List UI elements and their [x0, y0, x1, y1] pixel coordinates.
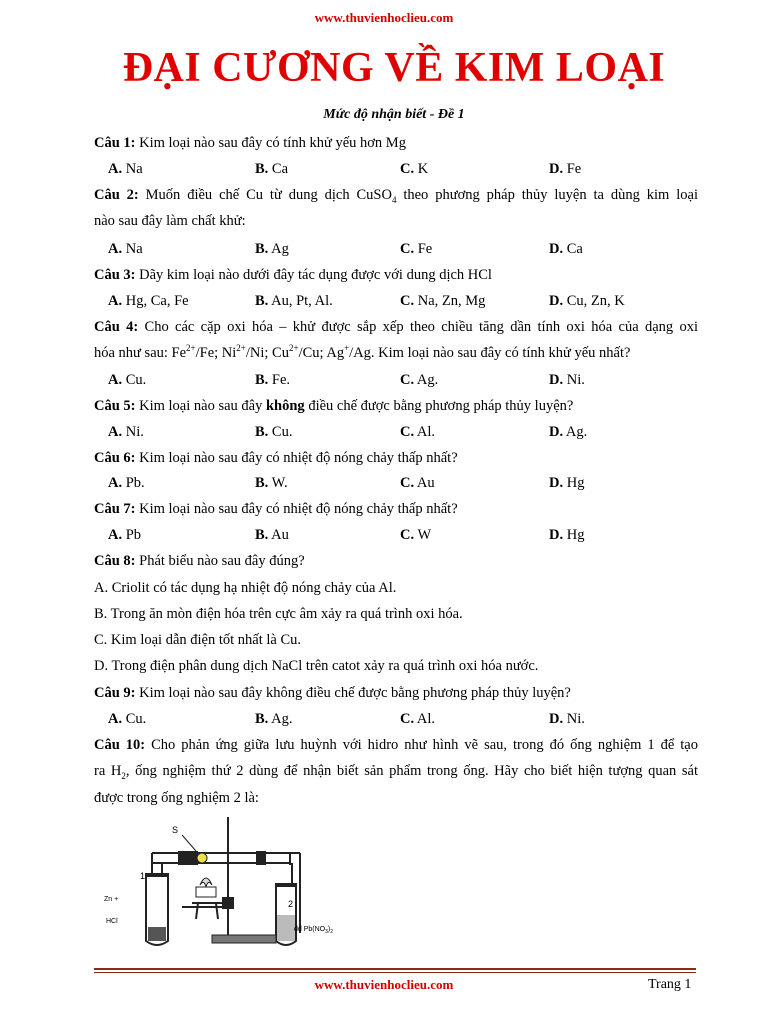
- label-zn: Zn +: [104, 896, 119, 903]
- test-tube-1: [145, 875, 169, 945]
- option-d: D. Ca: [549, 241, 583, 257]
- option-d: D. Ni.: [549, 711, 585, 727]
- question-3-options: [108, 292, 708, 310]
- clamp-icon: [222, 897, 234, 909]
- question-2-options: [108, 240, 708, 258]
- burner-icon: [196, 887, 216, 897]
- sulfur-icon: [197, 853, 207, 863]
- question-label: Câu 1:: [94, 135, 136, 151]
- option-d: D. Cu, Zn, K: [549, 293, 625, 309]
- option-a: A. Hg, Ca, Fe: [108, 293, 189, 309]
- label-tube-2: 2: [288, 899, 294, 909]
- option-a: A. Na: [108, 241, 143, 257]
- stopper-right: [256, 851, 266, 865]
- option-c: C. Al.: [400, 424, 436, 440]
- footer-rule: [94, 968, 696, 970]
- question-10-line-2: ra $H_2$, ống nghiệm thứ 2 dùng để nhận biết sản phẩm trong ống. Hãy cho biết hiện tượng quan sát: [94, 763, 698, 781]
- statement-b: B. Trong ăn mòn điện hóa trên cực âm xảy ra quá trình oxi hóa.: [94, 606, 463, 622]
- statement-c: C. Kim loại dẫn điện tốt nhất là Cu.: [94, 632, 302, 648]
- stand-base: [212, 935, 276, 943]
- statement-a: A. Criolit có tác dụng hạ nhiệt độ nóng chảy của Al.: [94, 580, 397, 596]
- label-dd: dd $Pb(NO_3)_2$: [294, 926, 334, 935]
- question-text: Kim loại nào sau đây có tính khử yếu hơn Mg: [135, 135, 406, 151]
- question-2: Câu 2: Muốn điều chế Cu từ dung dịch CuSO$_4$ theo phương pháp thủy luyện ta dùng kim loại: [94, 187, 698, 205]
- option-d: D. Hg: [549, 475, 585, 491]
- question-5-options: [108, 423, 708, 441]
- question-1: [94, 134, 698, 152]
- statement-d: D. Trong điện phân dung dịch NaCl trên catot xảy ra quá trình oxi hóa nước.: [94, 658, 539, 674]
- stopper-left: [178, 851, 198, 865]
- question-4: Câu 4: Cho các cặp oxi hóa – khử được sắp xếp theo chiều tăng dần tính oxi hóa của dạng oxi: [94, 319, 698, 335]
- option-b: B. Au: [255, 527, 289, 543]
- option-d: D. Ag.: [549, 424, 588, 440]
- option-d: D. Fe: [549, 161, 582, 177]
- option-c: C. Na, Zn, Mg: [400, 293, 486, 309]
- question-2-line-2: nào sau đây làm chất khử:: [94, 213, 246, 229]
- option-d: D. Hg: [549, 527, 585, 543]
- option-b: B. Cu.: [255, 424, 293, 440]
- question-4-options: [108, 371, 708, 389]
- option-c: C. K: [400, 161, 429, 177]
- apparatus-figure: [100, 815, 380, 950]
- option-c: C. W: [400, 527, 432, 543]
- label-tube-1: 1: [140, 871, 146, 881]
- question-5: Câu 5: Kim loại nào sau đây không điều chế được bằng phương pháp thủy luyện?: [94, 398, 574, 414]
- question-1-options: [108, 160, 708, 178]
- option-c: C. Ag.: [400, 372, 439, 388]
- option-c: C. Fe: [400, 241, 433, 257]
- question-8: Câu 8: Phát biểu nào sau đây đúng?: [94, 553, 305, 569]
- question-6: Câu 6: Kim loại nào sau đây có nhiệt độ nóng chảy thấp nhất?: [94, 450, 458, 466]
- question-9: Câu 9: Kim loại nào sau đây không điều chế được bằng phương pháp thủy luyện?: [94, 685, 571, 701]
- option-a: A. Na: [108, 161, 143, 177]
- question-10: Câu 10: Cho phản ứng giữa lưu huỳnh với hidro như hình vẽ sau, trong đó ống nghiệm 1 để tạo: [94, 737, 698, 753]
- option-b: B. Fe.: [255, 372, 291, 388]
- option-a: A. Ni.: [108, 424, 144, 440]
- option-b: B. Ca: [255, 161, 289, 177]
- option-b: B. Ag.: [255, 711, 293, 727]
- option-a: A. Pb: [108, 527, 142, 543]
- question-4-line-2: hóa như sau: $Fe^{2+}/Fe$; $Ni^{2+}/Ni$; $Cu^{2+}/Cu$; Ag+/Ag. Kim loại nào sau đây có tính khử yếu nhất?: [94, 343, 631, 361]
- option-a: A. Cu.: [108, 372, 147, 388]
- question-7: Câu 7: Kim loại nào sau đây có nhiệt độ nóng chảy thấp nhất?: [94, 501, 458, 517]
- label-s: S: [172, 825, 179, 835]
- option-d: D. Ni.: [549, 372, 585, 388]
- question-9-options: [108, 710, 708, 728]
- question-6-options: [108, 474, 708, 492]
- flame-icon: [200, 878, 212, 887]
- label-hcl: HCl: [106, 918, 118, 925]
- option-c: C. Al.: [400, 711, 436, 727]
- header-site-link[interactable]: www.thuvienhoclieu.com: [314, 10, 454, 25]
- option-b: B. Au, Pt, Al.: [255, 293, 333, 309]
- question-7-options: [108, 526, 708, 544]
- option-b: B. Ag: [255, 241, 289, 257]
- option-a: A. Cu.: [108, 711, 147, 727]
- question-10-line-3: được trong ống nghiệm 2 là:: [94, 790, 259, 806]
- document-title: ĐẠI CƯƠNG VỀ KIM LOẠI: [122, 45, 666, 91]
- test-tube-2: [275, 885, 297, 945]
- question-3: Câu 3: Dãy kim loại nào dưới đây tác dụng được với dung dịch HCl: [94, 267, 492, 283]
- option-c: C. Au: [400, 475, 435, 491]
- option-a: A. Pb.: [108, 475, 145, 491]
- document-subtitle: Mức độ nhận biết - Đề 1: [323, 107, 465, 122]
- option-b: B. W.: [255, 475, 288, 491]
- page-number: Trang 1: [648, 977, 692, 992]
- footer-site-link[interactable]: www.thuvienhoclieu.com: [314, 977, 454, 992]
- footer-rule-thin: [94, 972, 696, 973]
